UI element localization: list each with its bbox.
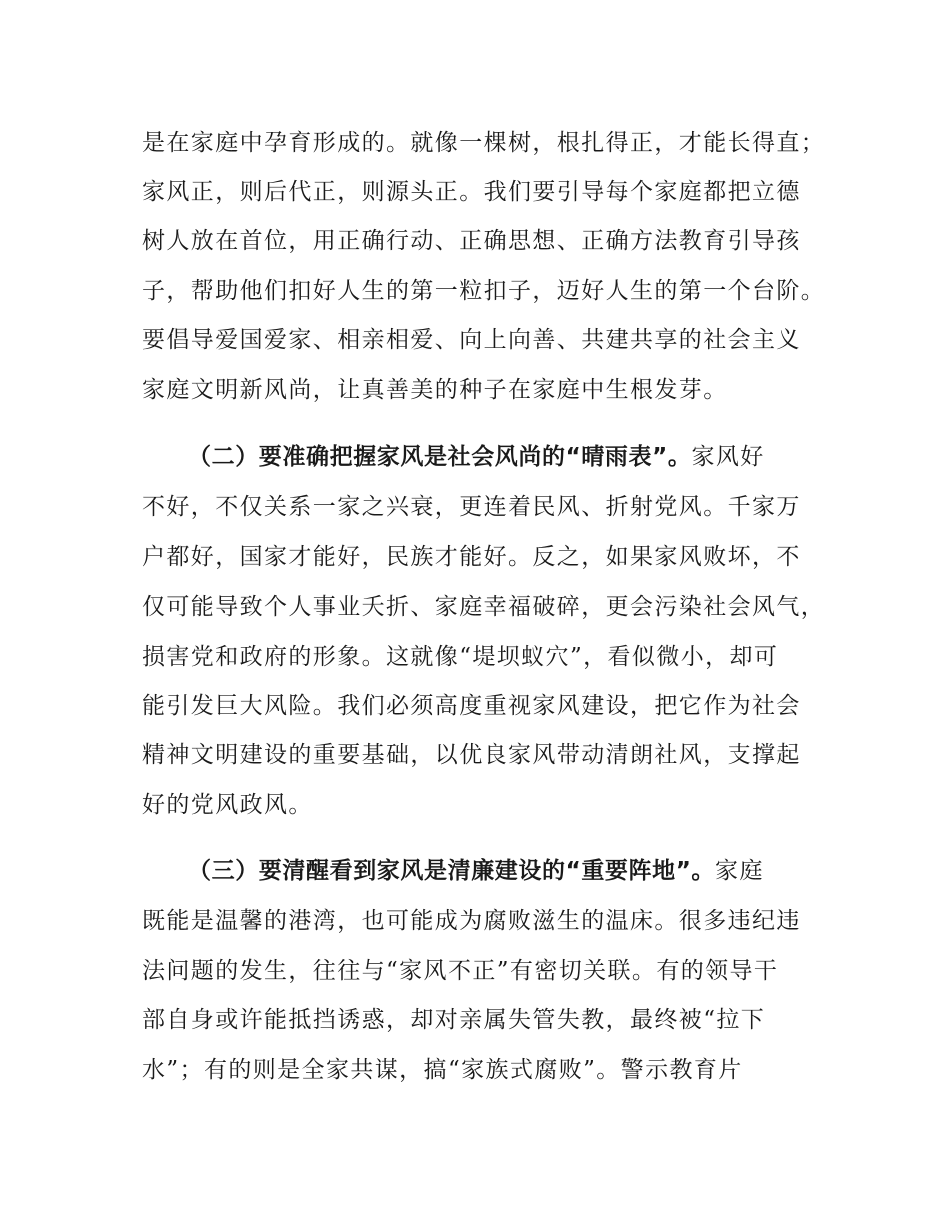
paragraph-2-line-8: 好的党风政风。 — [142, 792, 313, 818]
paragraph-2-line-5: 损害党和政府的形象。这就像“堤坝蚁穴”，看似微小，却可 — [142, 644, 779, 670]
paragraph-2-line-7: 精神文明建设的重要基础，以优良家风带动清朗社风，支撑起 — [142, 742, 801, 768]
section-heading-3: （三）要清醒看到家风是清廉建设的“重要阵地”。 — [188, 858, 716, 884]
paragraph-3-line-5: 水”；有的则是全家共谋，搞“家族式腐败”。警示教育片 — [142, 1057, 743, 1083]
paragraph-1-line-4: 子，帮助他们扣好人生的第一粒扣子，迈好人生的第一个台阶。 — [142, 278, 826, 304]
paragraph-1-line-2: 家风正，则后代正，则源头正。我们要引导每个家庭都把立德 — [142, 179, 801, 205]
paragraph-3-line-2: 既能是温馨的港湾，也可能成为腐败滋生的温床。很多违纪违 — [142, 908, 801, 934]
paragraph-1-line-1: 是在家庭中孕育形成的。就像一棵树，根扎得正，才能长得直； — [142, 130, 826, 156]
paragraph-1-line-5: 要倡导爱国爱家、相亲相爱、向上向善、共建共享的社会主义 — [142, 327, 801, 353]
paragraph-2-line-3: 户都好，国家才能好，民族才能好。反之，如果家风败坏，不 — [142, 544, 801, 570]
paragraph-2-first-line — [188, 442, 868, 472]
paragraph-2-line-6: 能引发巨大风险。我们必须高度重视家风建设，把它作为社会 — [142, 693, 801, 719]
paragraph-2-first-line-text: 家风好 — [691, 444, 765, 470]
paragraph-3-first-line — [188, 856, 868, 886]
paragraph-1-line-3: 树人放在首位，用正确行动、正确思想、正确方法教育引导孩 — [142, 228, 801, 254]
section-heading-2: （二）要准确把握家风是社会风尚的“晴雨表”。 — [188, 444, 692, 470]
paragraph-3-first-line-text: 家庭 — [715, 858, 764, 884]
paragraph-3-line-3: 法问题的发生，往往与“家风不正”有密切关联。有的领导干 — [142, 958, 779, 984]
paragraph-3-line-4: 部自身或许能抵挡诱惑，却对亲属失管失教，最终被“拉下 — [142, 1007, 766, 1033]
paragraph-2-line-2: 不好，不仅关系一家之兴衰，更连着民风、折射党风。千家万 — [142, 494, 801, 520]
paragraph-2-line-4: 仅可能导致个人事业夭折、家庭幸福破碎，更会污染社会风气， — [142, 594, 826, 620]
paragraph-1-line-6: 家庭文明新风尚，让真善美的种子在家庭中生根发芽。 — [142, 377, 728, 403]
